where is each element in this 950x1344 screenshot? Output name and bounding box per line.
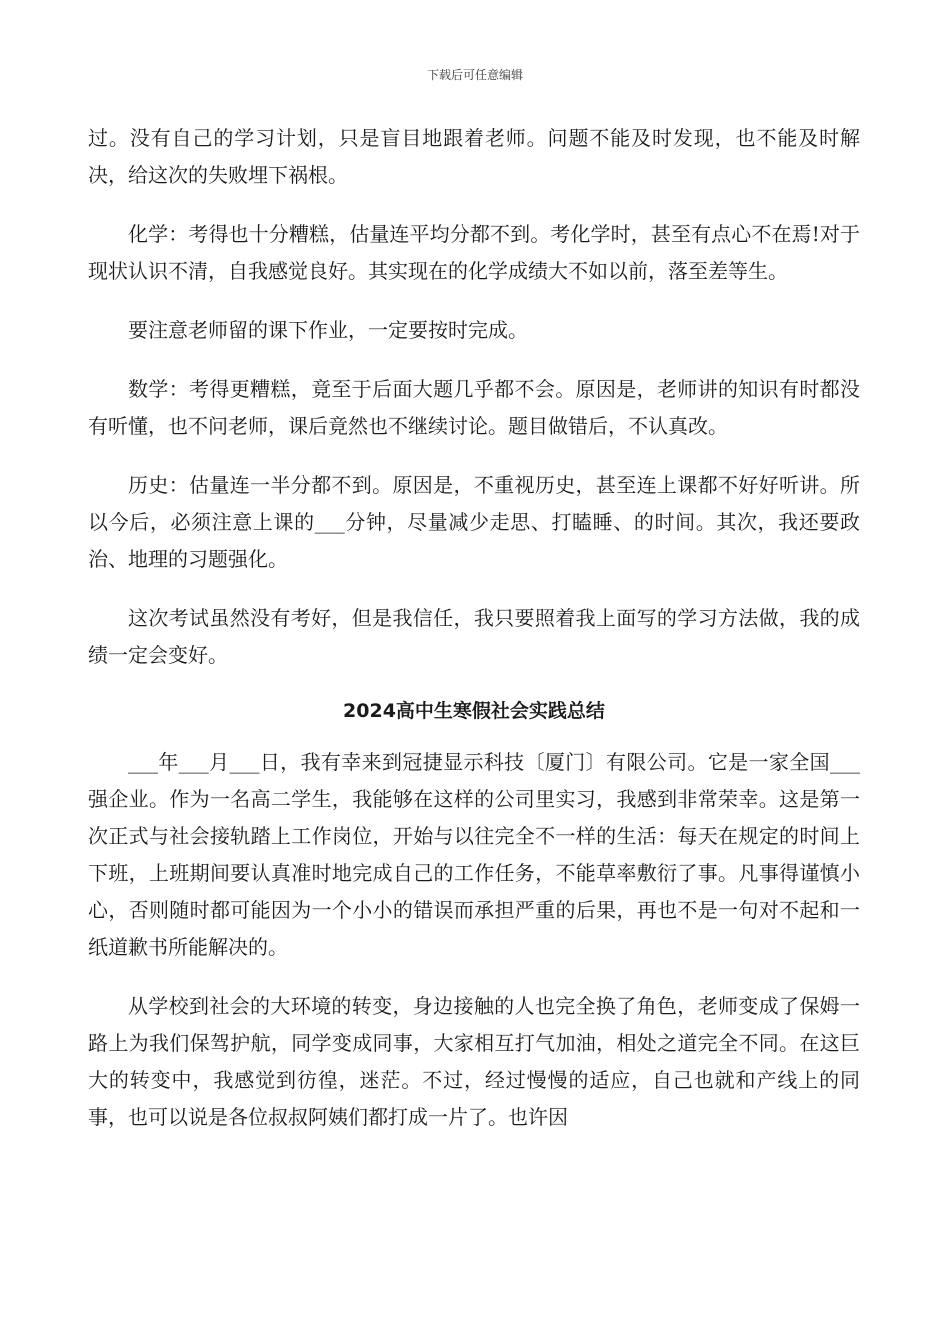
page-header: 下载后可任意编辑	[426, 68, 523, 82]
section-title: 2024高中生寒假社会实践总结	[343, 700, 605, 722]
document-body	[88, 120, 860, 1158]
paragraph-math: 数学：考得更糟糕，竟至于后面大题几乎都不会。原因是，老师讲的知识有时都没有听懂，也不问老师，课后竟然也不继续讨论。题目做错后，不认真改。	[88, 377, 860, 438]
paragraph-internship-intro: ___年___月___日，我有幸来到冠捷显示科技〔厦门〕有限公司。它是一家全国___强企业。作为一名高二学生，我能够在这样的公司里实习，我感到非常荣幸。这是第一次正式与社会接轨踏上工作岗位，开始与以往完全不一样的生活：每天在规定的时间上下班，上班期间要认真准时地完成自己的工作任务，不能草率敷衍了事。凡事得谨慎小心，否则随时都可能因为一个小小的错误而承担严重的后果，再也不是一句对不起和一纸道歉书所能解决的。	[88, 750, 860, 959]
paragraph-chemistry: 化学：考得也十分糟糕，估量连平均分都不到。考化学时，甚至有点心不在焉!对于现状认识不清，自我感觉良好。其实现在的化学成绩大不如以前，落至差等生。	[88, 222, 860, 283]
paragraph-continuation: 过。没有自己的学习计划，只是盲目地跟着老师。问题不能及时发现，也不能及时解决，给这次的失败埋下祸根。	[88, 126, 860, 187]
paragraph-environment-change: 从学校到社会的大环境的转变，身边接触的人也完全换了角色，老师变成了保姆一路上为我们保驾护航，同学变成同事，大家相互打气加油，相处之道完全不同。在这巨大的转变中，我感觉到彷徨，迷茫。不过，经过慢慢的适应，自己也就和产线上的同事，也可以说是各位叔叔阿姨们都打成一片了。也许因	[88, 994, 860, 1129]
paragraph-homework: 要注意老师留的课下作业，一定要按时完成。	[128, 318, 528, 342]
paragraph-history: 历史：估量连一半分都不到。原因是，不重视历史，甚至连上课都不好好听讲。所以今后，必须注意上课的___分钟，尽量减少走思、打瞌睡、的时间。其次，我还要政治、地理的习题强化。	[88, 473, 860, 571]
paragraph-conclusion: 这次考试虽然没有考好，但是我信任，我只要照着我上面写的学习方法做，我的成绩一定会变好。	[88, 606, 860, 667]
